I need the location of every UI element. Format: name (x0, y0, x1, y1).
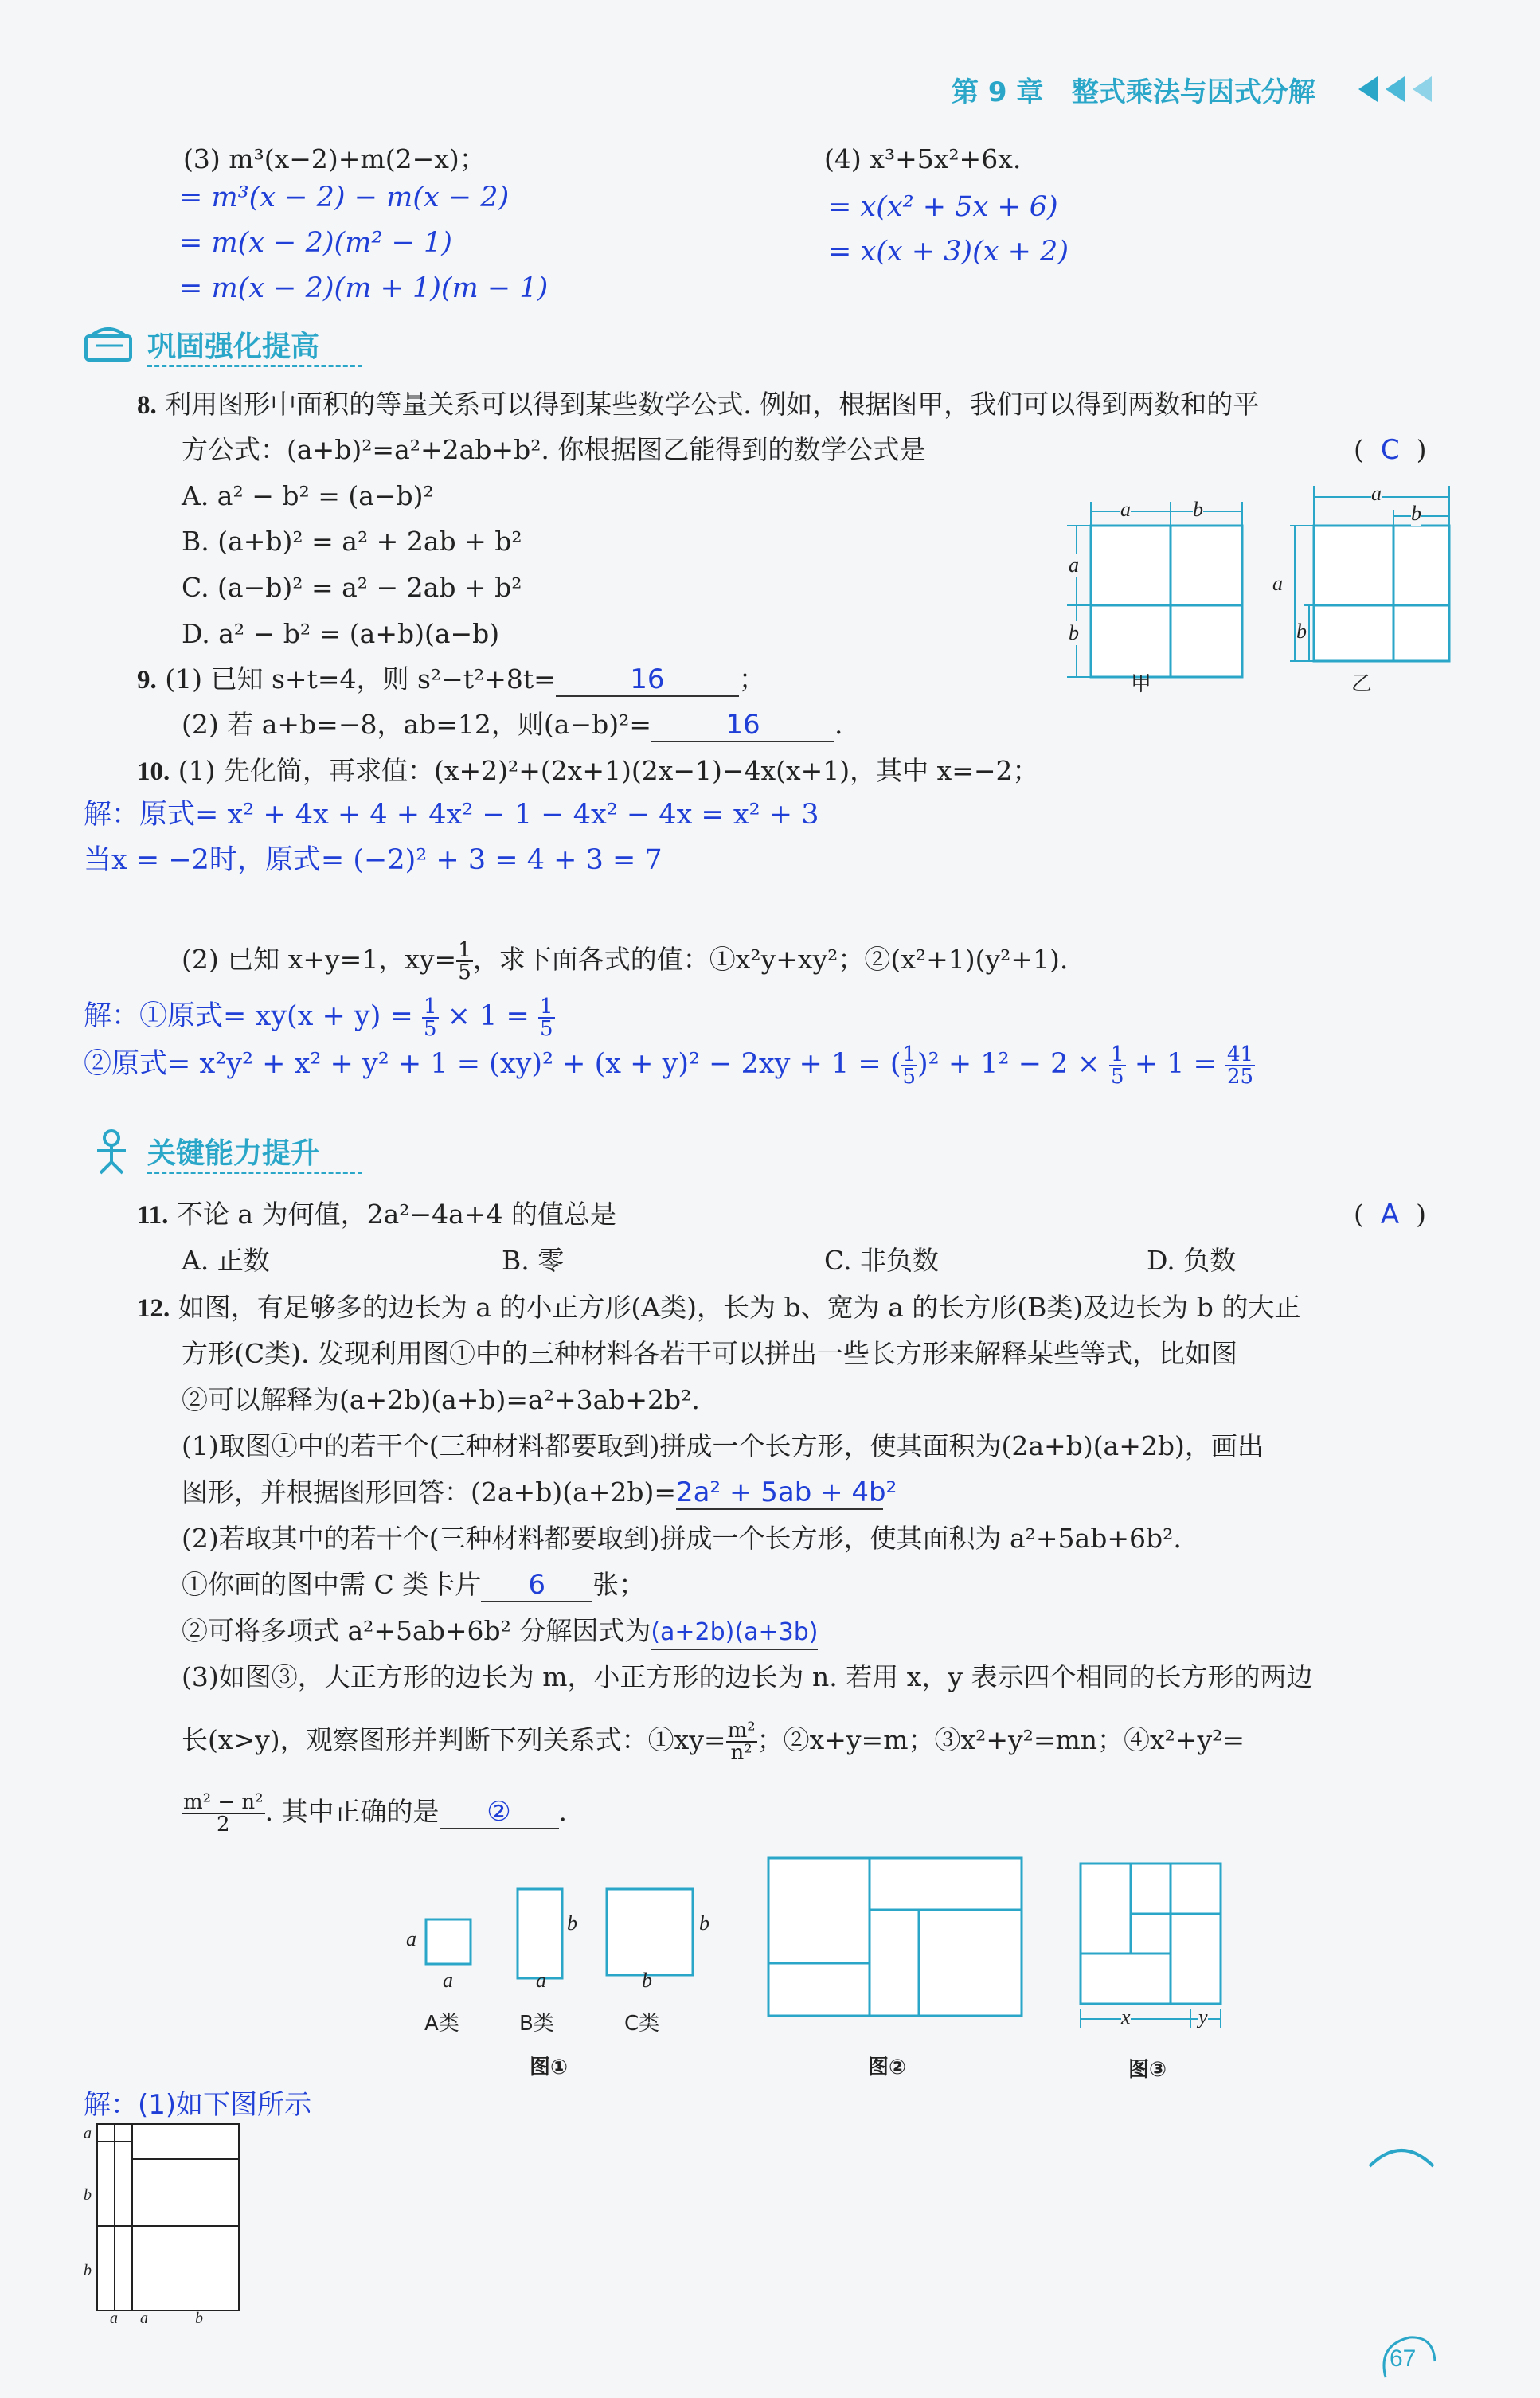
sol-left-label-1: a (84, 2125, 92, 2142)
q10-part-2-text-b: ，求下面各式的值：①x²y+xy²；②(x²+1)(y²+1). (472, 944, 1069, 975)
section-title-consolidate: 巩固强化提高 (147, 324, 362, 367)
chapter-header (952, 70, 1315, 109)
q8-option-d: D. a² − b² = (a+b)(a−b) (182, 618, 500, 649)
q12-frac-m2-minus-n2 (182, 1792, 265, 1835)
q11-option-a: A. 正数 (182, 1245, 270, 1276)
q12-part-1-line-1: (1)取图①中的若干个(三种材料都要取到)拼成一个长方形，使其面积为(2a+b)(a+2b)，画出 (182, 1430, 1264, 1461)
q12-part-3-blank (440, 1796, 559, 1829)
q11-stem (137, 1199, 616, 1231)
q12-part-3-line-1: (3)如图③，大正方形的边长为 m，小正方形的边长为 n. 若用 x，y 表示四个相同的长方形的两边 (182, 1661, 1313, 1692)
q10-sol2-frac-d-den: 5 (1111, 1064, 1124, 1089)
q10-part-1-text: (1) 先化简，再求值：(x+2)²+(2x+1)(2x−1)−4x(x+1)，其中 x=−2； (178, 755, 1039, 786)
fig1-c-bottom-label: b (642, 1969, 652, 1992)
q12-part-2-q2 (182, 1615, 818, 1650)
q10-sol2-frac-d-num: 1 (1111, 1042, 1124, 1066)
q10-sol2-line1-b: × 1 = (447, 1000, 530, 1032)
q10-sol2-frac-c (901, 1044, 917, 1087)
q10-solution-1-line-2: 当x = −2时，原式= (−2)² + 3 = 4 + 3 = 7 (84, 844, 663, 876)
q10-sol2-frac-result (1225, 1044, 1255, 1087)
fig1-b-bottom-label: a (536, 1969, 546, 1992)
fig-jia-left-b: b (1069, 621, 1079, 644)
section-title-key-ability: 关键能力提升 (147, 1131, 362, 1174)
q11-option-d: D. 负数 (1147, 1245, 1237, 1276)
q12-part-3-answer: ② (487, 1796, 511, 1828)
sol-bottom-label-1: a (110, 2310, 118, 2327)
q10-sol2-frac-a-den: 5 (423, 1016, 437, 1041)
q12-part-2-q1-end: 张； (592, 1569, 646, 1600)
q10-sol2-line1-a: 解：①原式= xy(x + y) = (84, 1000, 413, 1032)
fig1-label-B: B类 (519, 2012, 554, 2036)
q-prev-3-step-2: = m(x − 2)(m² − 1) (179, 227, 452, 259)
q12-line-1-text: 如图，有足够多的边长为 a 的小正方形(A类)，长为 b、宽为 a 的长方形(B类)及边长为 b 的大正 (178, 1292, 1301, 1323)
fig1-caption: 图① (530, 2056, 569, 2079)
section-icon-figure (80, 1127, 143, 1178)
q12-line-2: 方形(C类). 发现利用图①中的三种材料各若干可以拼出一些长方形来解释某些等式，比如图 (182, 1338, 1237, 1369)
solution-figure (96, 2122, 247, 2318)
q12-part-2-q1 (182, 1569, 645, 1602)
figure-2-rectangle (766, 1856, 1029, 2023)
q11-number: 11. (137, 1201, 169, 1230)
q-prev-3-step-1: = m³(x − 2) − m(x − 2) (179, 182, 510, 213)
q12-frac2-den: 2 (217, 1813, 230, 1837)
q12-part-1-line-2-text: 图形，并根据图形回答：(2a+b)(a+2b)= (182, 1477, 677, 1508)
q12-part-3-line-2-b: ；②x+y=m；③x²+y²=mn；④x²+y²= (756, 1724, 1245, 1755)
fig-yi-left-b: b (1296, 620, 1307, 643)
q9-number: 9. (137, 666, 157, 694)
q12-frac2-num: m² − n² (183, 1790, 264, 1814)
page-number: 67 (1390, 2345, 1417, 2372)
q12-part-2-q2-answer: (a+2b)(a+3b) (651, 1618, 819, 1646)
q10-sol2-res-den: 25 (1227, 1064, 1254, 1089)
q-prev-3-question: (3) m³(x−2)+m(2−x)； (183, 143, 486, 174)
q9-part-2 (182, 709, 843, 742)
q8-line-1 (137, 389, 1259, 421)
q12-part-1-answer: 2a² + 5ab + 4b² (676, 1477, 897, 1508)
q11-answer: A (1380, 1199, 1400, 1230)
q12-line-3: ②可以解释为(a+2b)(a+b)=a²+3ab+2b². (182, 1384, 700, 1415)
q12-part-1-blank (676, 1477, 897, 1510)
q9-part-1-text: (1) 已知 s+t=4，则 s²−t²+8t= (165, 663, 556, 694)
q8-number: 8. (137, 391, 157, 420)
q8-option-b: B. (a+b)² = a² + 2ab + b² (182, 526, 522, 557)
fig-jia-top-b: b (1193, 498, 1203, 521)
fig-jia-left-a: a (1069, 554, 1079, 577)
q10-sol2-line2-b: )² + 1² − 2 × (917, 1048, 1100, 1080)
q12-part-2-q1-text: ①你画的图中需 C 类卡片 (182, 1569, 482, 1600)
fig1-label-A: A类 (424, 2012, 459, 2036)
fig-yi-top-b: b (1411, 502, 1421, 525)
q8-line-1-text: 利用图形中面积的等量关系可以得到某些数学公式. 例如，根据图甲，我们可以得到两数和的平 (165, 389, 1260, 420)
fig1-label-C: C类 (624, 2012, 660, 2036)
solution-text: 解：(1)如下图所示 (84, 2089, 312, 2121)
q12-frac1-num: m² (727, 1719, 756, 1743)
q10-part-2-text-a: (2) 已知 x+y=1，xy= (182, 944, 457, 975)
q9-part-1-answer: 16 (630, 663, 665, 695)
q12-part-3-line-3 (182, 1792, 567, 1835)
q8-option-a: A. a² − b² = (a−b)² (182, 480, 434, 511)
q12-part-2-q1-answer: 6 (528, 1569, 546, 1601)
figure-jia (1059, 494, 1250, 709)
q9-part-1-end: ； (738, 663, 765, 694)
q10-sol2-frac-a-num: 1 (423, 994, 437, 1019)
fig-jia-top-a: a (1120, 498, 1131, 521)
q10-sol2-line2-c: + 1 = (1134, 1048, 1217, 1080)
header-arrows-icon (1354, 73, 1441, 108)
fig2-caption: 图② (868, 2056, 907, 2079)
q11-option-b: B. 零 (502, 1245, 565, 1276)
q10-part-1 (137, 755, 1039, 788)
fig3-x-label: x (1121, 2005, 1131, 2028)
q12-frac1-den: n² (730, 1741, 752, 1765)
q8-answer-bracket: ( C ) (1354, 434, 1427, 466)
q12-part-3-end: . (558, 1796, 568, 1827)
q9-part-2-answer: 16 (725, 709, 760, 741)
q10-solution-2-line-1 (84, 994, 555, 1039)
fig-jia-caption: 甲 (1131, 672, 1152, 696)
chapter-title: 整式乘法与因式分解 (1071, 76, 1315, 108)
q10-number: 10. (137, 757, 170, 786)
sol-left-label-3: b (84, 2262, 92, 2279)
q9-part-2-text: (2) 若 a+b=−8，ab=12，则(a−b)²= (182, 709, 651, 740)
q12-part-2-line-1: (2)若取其中的若干个(三种材料都要取到)拼成一个长方形，使其面积为 a²+5ab+6b². (182, 1523, 1182, 1554)
q10-part-2 (182, 940, 1068, 983)
q10-frac-num: 1 (458, 938, 471, 962)
fig-yi-top-a: a (1371, 482, 1382, 505)
q12-number: 12. (137, 1294, 170, 1323)
fig1-c-side-label: b (699, 1911, 709, 1934)
q10-sol2-frac-b-den: 5 (539, 1016, 553, 1041)
fig-yi-left-a: a (1272, 572, 1283, 595)
q12-part-3-line-3-text: . 其中正确的是 (264, 1796, 440, 1827)
q10-solution-1-line-1: 解：原式= x² + 4x + 4 + 4x² − 1 − 4x² − 4x = x² + 3 (84, 799, 819, 831)
q12-part-3-line-2-a: 长(x>y)，观察图形并判断下列关系式：①xy= (182, 1724, 726, 1755)
q10-solution-2-line-2 (84, 1042, 1255, 1087)
sol-bottom-label-3: b (195, 2310, 203, 2327)
q9-part-1 (137, 663, 765, 697)
q8-line-2: 方公式：(a+b)²=a²+2ab+b². 你根据图乙能得到的数学公式是 (182, 434, 926, 465)
sol-left-label-2: b (84, 2186, 92, 2204)
q12-line-1 (137, 1292, 1300, 1324)
fig1-a-side-label: a (406, 1927, 416, 1950)
q11-text: 不论 a 为何值，2a²−4a+4 的值总是 (176, 1199, 616, 1230)
q12-part-1-line-2 (182, 1477, 897, 1510)
fig1-b-side-label: b (567, 1911, 577, 1934)
q12-part-2-q2-text: ②可将多项式 a²+5ab+6b² 分解因式为 (182, 1615, 651, 1646)
fig3-y-label: y (1198, 2005, 1208, 2028)
decorative-arc-icon (1366, 2138, 1437, 2170)
q9-part-1-blank (556, 663, 739, 697)
q9-part-2-blank (651, 709, 834, 742)
section-icon-book (80, 319, 143, 370)
q12-part-2-q1-blank (481, 1569, 592, 1602)
q8-option-c: C. (a−b)² = a² − 2ab + b² (182, 572, 522, 603)
q12-part-3-line-2 (182, 1720, 1245, 1763)
q-prev-4-step-2: = x(x + 3)(x + 2) (828, 236, 1069, 268)
q12-part-2-q2-blank (651, 1615, 818, 1650)
q10-sol2-res-num: 41 (1227, 1042, 1254, 1066)
q-prev-4-question: (4) x³+5x²+6x. (824, 143, 1022, 174)
q10-sol2-line2-a: ②原式= x²y² + x² + y² + 1 = (xy)² + (x + y)² − 2xy + 1 = ( (84, 1048, 901, 1080)
q10-sol2-frac-c-den: 5 (902, 1064, 917, 1089)
q10-fraction-1-5 (456, 940, 473, 983)
q9-part-2-end: . (834, 709, 843, 740)
q-prev-3-step-3: = m(x − 2)(m + 1)(m − 1) (179, 272, 549, 304)
fig-yi-caption: 乙 (1351, 672, 1373, 696)
q11-option-c: C. 非负数 (824, 1245, 940, 1276)
q10-frac-den: 5 (458, 960, 471, 984)
fig1-a-bottom-label: a (443, 1969, 453, 1992)
q10-sol2-frac-b (538, 996, 555, 1039)
q-prev-4-step-1: = x(x² + 5x + 6) (828, 191, 1058, 223)
q10-sol2-frac-a (422, 996, 439, 1039)
q10-sol2-frac-d (1109, 1044, 1126, 1087)
fig3-caption: 图③ (1128, 2058, 1167, 2082)
q8-answer: C (1380, 434, 1400, 466)
q12-frac-m2-n2 (726, 1720, 757, 1763)
q11-answer-bracket: ( A ) (1354, 1199, 1426, 1230)
q10-sol2-frac-c-num: 1 (902, 1042, 917, 1066)
sol-bottom-label-2: a (140, 2310, 148, 2327)
chapter-number: 第 9 章 (952, 76, 1044, 108)
figure-1-tiles (422, 1880, 725, 2015)
q10-sol2-frac-b-num: 1 (539, 994, 553, 1019)
